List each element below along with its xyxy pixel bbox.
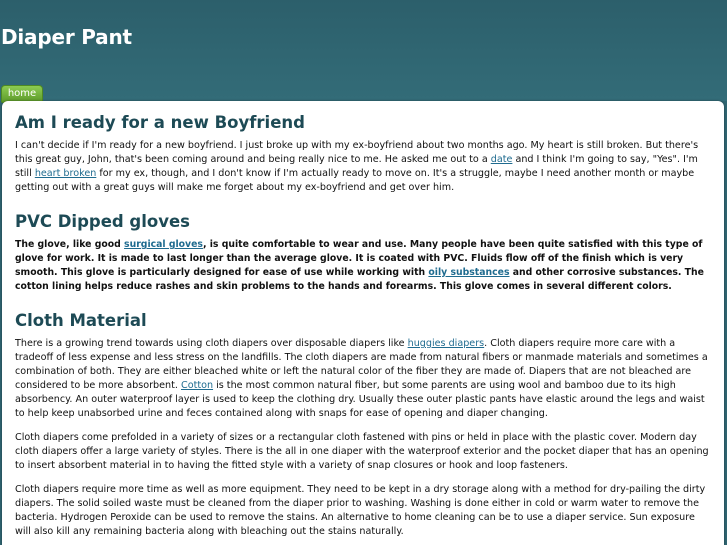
inline-link[interactable]: huggies diapers	[407, 338, 485, 349]
text-run: and other corrosive substances. The cotton lining helps reduce rashes and skin problems to the hands and forearms. This glove comes in several different colors.	[15, 267, 704, 292]
section-heading: Am I ready for a new Boyfriend	[15, 113, 305, 132]
inline-link[interactable]: oily substances	[428, 267, 510, 278]
article-list	[2, 101, 724, 539]
text-run: is the most common natural fiber, but some parents are using wool and bamboo due to its high absorbency. An outer waterproof layer is used to keep the clothing dry. Usually these outer plastic pants have elastic around the legs and waist to help keep unabsorbed urine and feces contained along with snaps for ease of opening and diaper changing.	[15, 380, 705, 419]
article-section	[15, 212, 711, 294]
section-paragraph	[15, 139, 711, 195]
text-run: for my ex, though, and I don't know if I'm actually ready to move on. It's a struggle, maybe I need another month or maybe getting out with a great guys will make me forget about my ex-boyfriend and get over him.	[15, 168, 695, 193]
main-nav	[1, 81, 43, 103]
text-run: Cloth diapers come prefolded in a variety of sizes or a rectangular cloth fastened with pins or held in place with the plastic cover. Modern day cloth diapers offer a large variety of styles. There is the all in one diaper with the waterproof exterior and the pocket diaper that has an opening to insert absorbent material in to having the fitted style with a variety of snap closures or hook and loop fasteners.	[15, 432, 709, 471]
content-panel	[2, 101, 724, 545]
text-run: . Cloth diapers require more care with a tradeoff of less expense and less stress on the landfills. The cloth diapers are made from natural fibers or manmade materials and sometimes a combination of both. They are either bleached white or left the natural color of the fiber they are made of. Diapers that are not bleached are considered to be more absorbent.	[15, 338, 708, 391]
site-header	[0, 0, 727, 101]
section-heading: PVC Dipped gloves	[15, 212, 191, 231]
site-title[interactable]: Diaper Pant	[1, 25, 132, 49]
section-paragraph	[15, 431, 711, 473]
section-paragraph	[15, 238, 711, 294]
inline-link[interactable]: heart broken	[34, 168, 97, 179]
text-run: and I think I'm going to say, "Yes". I'm still	[15, 154, 698, 179]
inline-link[interactable]: Cotton	[181, 380, 214, 391]
section-paragraph	[15, 337, 711, 421]
text-run: Cloth diapers require more time as well as more equipment. They need to be kept in a dry storage along with a method for dry-pailing the dirty diapers. The solid soiled waste must be cleaned from the diaper prior to washing. Washing is done either in cold or warm water to remove the bacteria. Hydrogen Peroxide can be used to remove the stains. An alternative to home cleaning can be to use a diaper service. Sun exposure will also kill any remaining bacteria along with bleaching out the stains naturally.	[15, 484, 706, 537]
text-run: I can't decide if I'm ready for a new boyfriend. I just broke up with my ex-boyfriend about two months ago. My heart is still broken. But there's this great guy, John, that's been coming around and being really nice to me. He asked me out to a	[15, 140, 699, 165]
text-run: The glove, like good	[15, 239, 125, 250]
article-section	[15, 113, 711, 195]
inline-link[interactable]: date	[490, 154, 513, 165]
section-paragraph	[15, 483, 711, 539]
article-section	[15, 311, 711, 539]
section-heading: Cloth Material	[15, 311, 147, 330]
text-run: There is a growing trend towards using cloth diapers over disposable diapers like	[15, 338, 408, 349]
nav-home-tab[interactable]: home	[1, 85, 43, 103]
inline-link[interactable]: surgical gloves	[124, 239, 203, 250]
text-run: , is quite comfortable to wear and use. Many people have been quite satisfied with this type of glove for work. It is made to last longer than the average glove. It is coated with PVC. Fluids flow off of the finish which is very smooth. This glove is particularly designed for ease of use while working with	[15, 239, 703, 278]
